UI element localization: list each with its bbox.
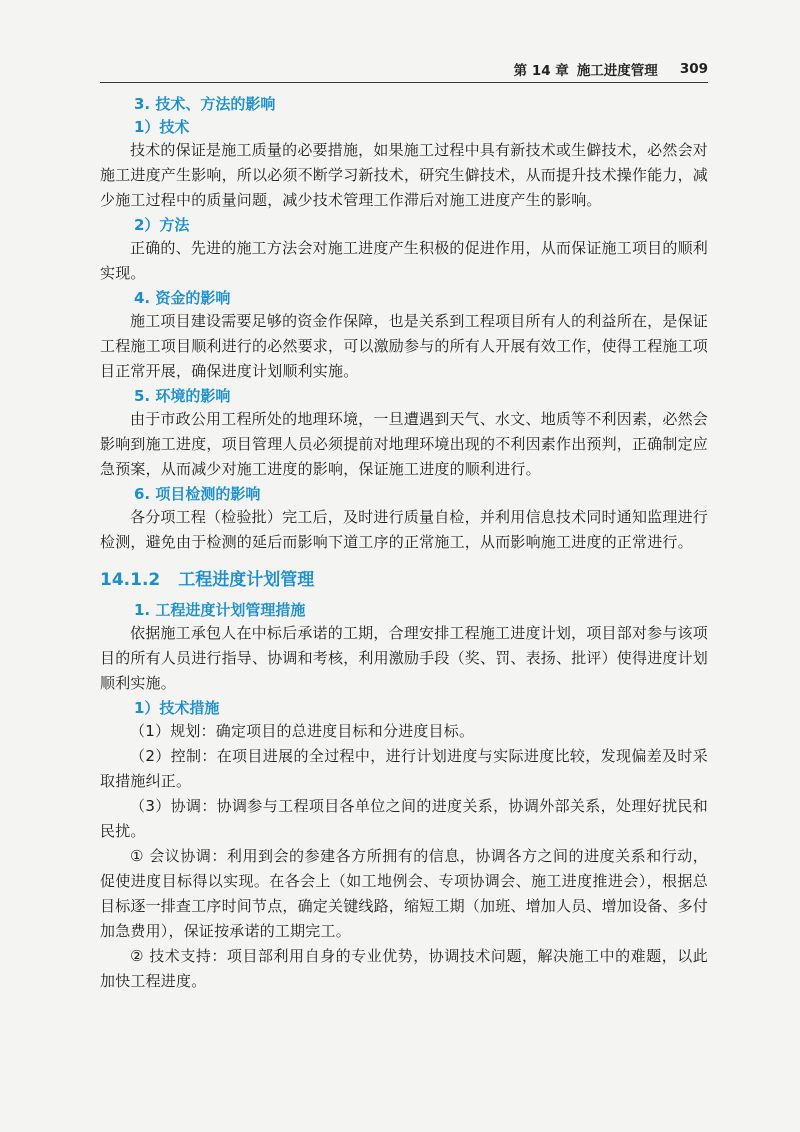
heading-inspection: 6. 项目检测的影响	[134, 485, 261, 503]
paragraph-method: 正确的、先进的施工方法会对施工进度产生积极的促进作用，从而保证施工项目的顺利实现。	[100, 239, 708, 282]
running-header	[100, 58, 708, 80]
paragraph-funding: 施工项目建设需要足够的资金作保障，也是关系到工程项目所有人的利益所在，是保证工程施工项目顺利进行的必然要求，可以激励参与的所有人开展有效工作，使得工程施工项目正常开展，确保进度计划顺利实施。	[100, 312, 709, 380]
page-body	[100, 92, 708, 994]
heading-plan-measures: 1. 工程进度计划管理措施	[134, 601, 306, 619]
paragraph-inspection: 各分项工程（检验批）完工后，及时进行质量自检，并利用信息技术同时通知监理进行检测，避免由于检测的延后而影响下道工序的正常施工，从而影响施工进度的正常进行。	[100, 508, 708, 551]
chapter-title: 施工进度管理	[576, 63, 658, 79]
subheading-tech: 1）技术	[134, 118, 190, 136]
paragraph-tech-support: ② 技术支持：项目部利用自身的专业优势，协调技术问题，解决施工中的难题，以此加快工程进度。	[100, 947, 708, 990]
section-heading	[100, 565, 708, 595]
paragraph-plan: 依据施工承包人在中标后承诺的工期，合理安排工程施工进度计划，项目部对参与该项目的所有人员进行指导、协调和考核，利用激励手段（奖、罚、表扬、批评）使得进度计划顺利实施。	[100, 624, 709, 692]
heading-environment: 5. 环境的影响	[134, 387, 231, 405]
heading-funding: 4. 资金的影响	[134, 289, 231, 307]
section-number: 14.1.2	[100, 570, 161, 590]
paragraph-tech: 技术的保证是施工质量的必要措施，如果施工过程中具有新技术或生僻技术，必然会对施工进度产生影响，所以必须不断学习新技术，研究生僻技术，从而提升技术操作能力，减少施工过程中的质量问题，减少技术管理工作滞后对施工进度产生的影响。	[100, 141, 709, 209]
header-rule	[100, 82, 708, 83]
subheading-tech-measures: 1）技术措施	[134, 699, 220, 717]
subheading-method: 2）方法	[134, 216, 190, 234]
paragraph-planning: （1）规划：确定项目的总进度目标和分进度目标。	[130, 722, 475, 740]
paragraph-coordination: （3）协调：协调参与工程项目各单位之间的进度关系，协调外部关系，处理好扰民和民扰。	[100, 797, 708, 840]
section-title: 工程进度计划管理	[178, 570, 315, 590]
chapter-label: 第 14 章	[513, 63, 569, 79]
paragraph-environment: 由于市政公用工程所处的地理环境，一旦遭遇到天气、水文、地质等不利因素，必然会影响到施工进度，项目管理人员必须提前对地理环境出现的不利因素作出预判，正确制定应急预案，从而减少对施工进度的影响，保证施工进度的顺利进行。	[100, 410, 709, 478]
paragraph-control: （2）控制：在项目进展的全过程中，进行计划进度与实际进度比较，发现偏差及时采取措施纠正。	[100, 747, 708, 790]
paragraph-meeting: ① 会议协调：利用到会的参建各方所拥有的信息，协调各方之间的进度关系和行动，促使进度目标得以实现。在各会上（如工地例会、专项协调会、施工进度推进会），根据总目标逐一排查工序时间节点，确定关键线路，缩短工期（加班、增加人员、增加设备、多付加急费用），保证按承诺的工期完工。	[100, 847, 709, 940]
page-number: 309	[679, 61, 708, 77]
heading-tech-method: 3. 技术、方法的影响	[134, 95, 276, 113]
